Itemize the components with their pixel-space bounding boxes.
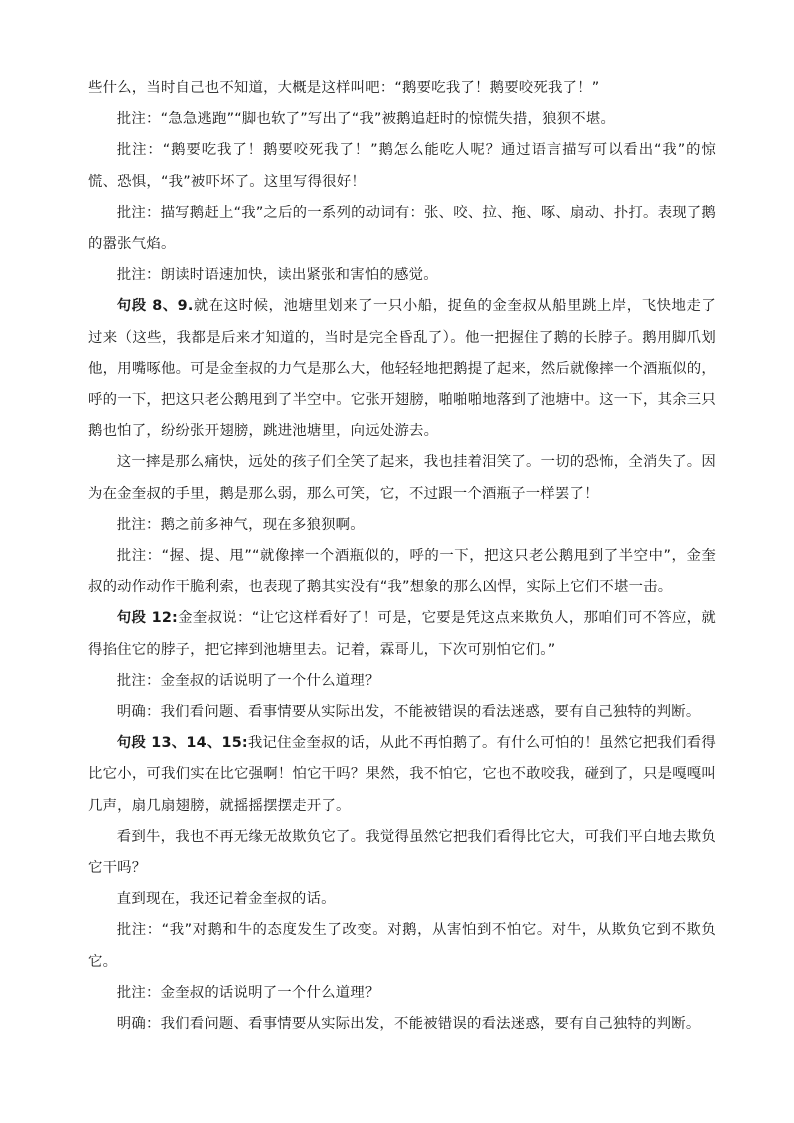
paragraph-text: 我记住金奎叔的话，从此不再怕鹅了。有什么可怕的！虽然它把我们看得比它小，可我们实在比它强啊！怕它干吗？果然，我不怕它，它也不敢咬我，碰到了，只是嘎嘎叫几声，扇几扇翅膀，就摇摇摆摆走开了。: [88, 735, 716, 814]
annotation-9: [88, 978, 716, 1009]
clarification-2: [88, 1009, 716, 1040]
paragraph-text: 这一摔是那么痛快，远处的孩子们全笑了起来，我也挂着泪笑了。一切的恐怖，全消失了。因为在金奎叔的手里，鹅是那么弱，那么可笑，它，不过跟一个酒瓶子一样罢了！: [88, 454, 716, 502]
paragraph-text: 金奎叔说：“让它这样看好了！可是，它要是凭这点来欺负人，那咱们可不答应，就得掐住它的脖子，把它摔到池塘里去。记着，霖哥儿，下次可别怕它们。”: [88, 610, 716, 658]
paragraph-text: 批注：金奎叔的话说明了一个什么道理？: [116, 984, 380, 1001]
annotation-7: [88, 666, 716, 697]
paragraph-text: 批注：金奎叔的话说明了一个什么道理？: [116, 672, 380, 689]
annotation-6: [88, 541, 716, 603]
passage-lead: 句段 13、14、15:: [116, 735, 248, 752]
passage-8-9: [88, 291, 716, 447]
paragraph-text: 明确：我们看问题、看事情要从实际出发，不能被错误的看法迷惑，要有自己独特的判断。: [116, 704, 701, 721]
paragraph-text: 批注：朗读时语速加快，读出紧张和害怕的感觉。: [116, 267, 438, 284]
paragraph-text: 批注：“急急逃跑”“脚也软了”写出了“我”被鹅追赶时的惊慌失措，狼狈不堪。: [116, 111, 616, 128]
clarification-1: [88, 697, 716, 728]
paragraph-text: 看到牛，我也不再无缘无故欺负它了。我觉得虽然它把我们看得比它大，可我们平白地去欺负它干吗？: [88, 828, 716, 877]
paragraph-text: 直到现在，我还记着金奎叔的话。: [116, 891, 336, 908]
paragraph-1: [88, 73, 716, 104]
document-body: [88, 73, 716, 1040]
annotation-3: [88, 198, 716, 260]
paragraph-text: 批注：“鹅要吃我了！鹅要咬死我了！”鹅怎么能吃人呢？通过语言描写可以看出“我”的惊慌、恐惧，“我”被吓坏了。这里写得很好！: [88, 142, 716, 190]
paragraph-4: [88, 884, 716, 915]
paragraph-3: [88, 822, 716, 884]
paragraph-text: 批注：“握、提、甩”“就像摔一个酒瓶似的，呼的一下，把这只老公鹅甩到了半空中”，金奎叔的动作动作干脆利索，也表现了鹅其实没有“我”想象的那么凶悍，实际上它们不堪一击。: [88, 548, 716, 596]
passage-13-15: [88, 728, 716, 822]
passage-lead: 句段 12:: [116, 610, 178, 627]
paragraph-text: 批注：“我”对鹅和牛的态度发生了改变。对鹅，从害怕到不怕它。对牛，从欺负它到不欺负它。: [88, 922, 716, 970]
paragraph-text: 批注：鹅之前多神气，现在多狼狈啊。: [116, 516, 365, 533]
passage-12: [88, 603, 716, 665]
paragraph-text: 批注：描写鹅赶上“我”之后的一系列的动词有：张、咬、拉、拖、啄、扇动、扑打。表现了鹅的嚣张气焰。: [88, 204, 716, 253]
annotation-5: [88, 510, 716, 541]
paragraph-text: 就在这时候，池塘里划来了一只小船，捉鱼的金奎叔从船里跳上岸，飞快地走了过来（这些，我都是后来才知道的，当时是完全昏乱了）。他一把握住了鹅的长脖子。鹅用脚爪划他，用嘴啄他。可是金奎叔的力气是那么大，他轻轻地把鹅提了起来，然后就像摔一个酒瓶似的，呼的一下，把这只老公鹅甩到了半空中。它张开翅膀，啪啪啪地落到了池塘中。这一下，其余三只鹅也怕了，纷纷张开翅膀，跳进池塘里，向远处游去。: [88, 298, 716, 440]
passage-lead: 句段 8、9.: [116, 298, 194, 315]
annotation-1: [88, 104, 716, 135]
paragraph-text: 明确：我们看问题、看事情要从实际出发，不能被错误的看法迷惑，要有自己独特的判断。: [116, 1016, 701, 1033]
annotation-2: [88, 135, 716, 197]
paragraph-text: 些什么，当时自己也不知道，大概是这样叫吧：“鹅要吃我了！鹅要咬死我了！”: [88, 80, 600, 96]
annotation-8: [88, 915, 716, 977]
paragraph-2: [88, 447, 716, 509]
annotation-4: [88, 260, 716, 291]
